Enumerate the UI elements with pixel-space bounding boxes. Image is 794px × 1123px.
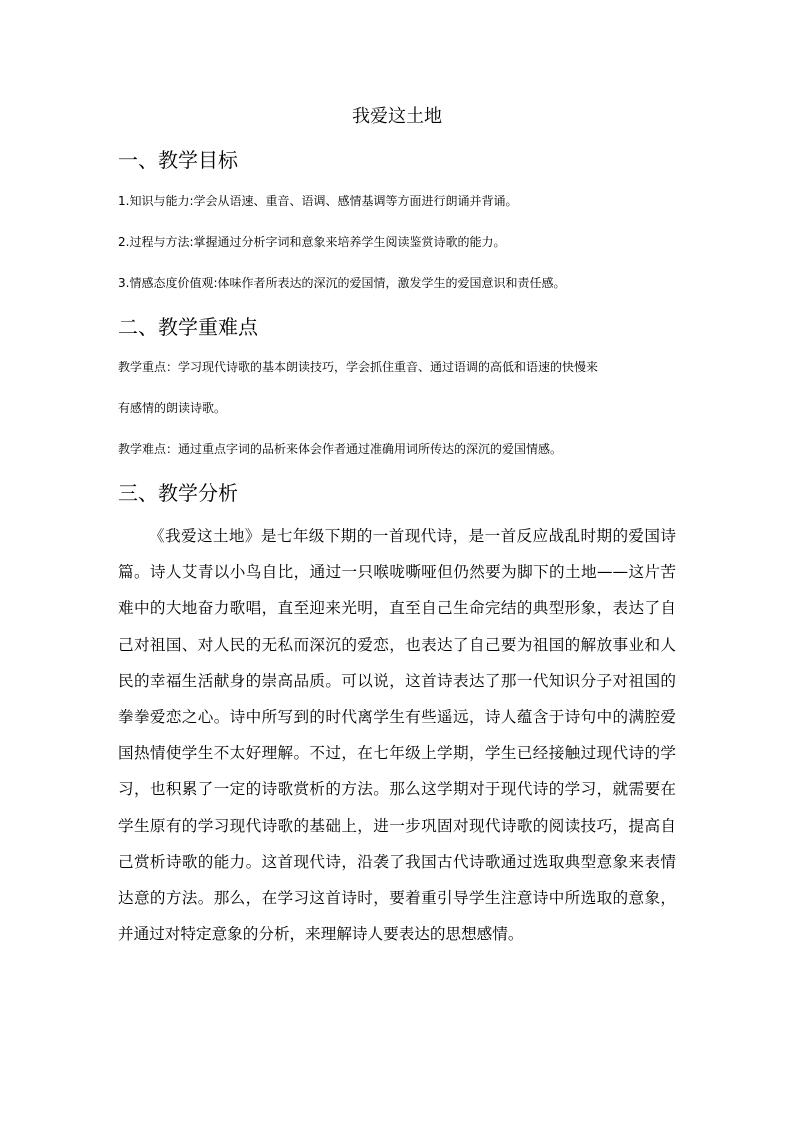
section-heading-analysis: 三、教学分析 xyxy=(118,481,238,505)
document-title: 我爱这土地 xyxy=(352,106,442,127)
difficulty-line: 教学难点：通过重点字词的品析来体会作者通过准确用词所传达的深沉的爱国情感。 xyxy=(118,442,563,456)
key-point-line-1: 教学重点：学习现代诗歌的基本朗读技巧，学会抓住重音、通过语调的高低和语速的快慢来 xyxy=(118,360,599,374)
goal-process: 2.过程与方法:掌握通过分析字词和意象来培养学生阅读鉴赏诗歌的能力。 xyxy=(118,235,506,249)
key-point-line-2: 有感情的朗读诗歌。 xyxy=(118,401,227,415)
section-heading-goals: 一、教学目标 xyxy=(118,148,238,172)
section-heading-key-points: 二、教学重难点 xyxy=(118,315,258,339)
goal-knowledge: 1.知识与能力:学会从语速、重音、语调、感情基调等方面进行朗诵并背诵。 xyxy=(118,194,518,208)
goal-emotion: 3.情感态度价值观:体味作者所表达的深沉的爱国情，激发学生的爱国意识和责任感。 xyxy=(118,276,566,290)
analysis-paragraph: 《我爱这土地》是七年级下期的一首现代诗，是一首反应战乱时期的爱国诗篇。诗人艾青以小鸟自比，通过一只喉咙嘶哑但仍然要为脚下的土地——这片苦难中的大地奋力歌唱，直至迎来光明，直至自己生命完结的典型形象，表达了自己对祖国、对人民的无私而深沉的爱恋，也表达了自己要为祖国的解放事业和人民的幸福生活献身的崇高品质。可以说，这首诗表达了那一代知识分子对祖国的拳拳爱恋之心。诗中所写到的时代离学生有些遥远，诗人蕴含于诗句中的满腔爱国热情使学生不太好理解。不过，在七年级上学期，学生已经接触过现代诗的学习，也积累了一定的诗歌赏析的方法。那么这学期对于现代诗的学习，就需要在学生原有的学习现代诗歌的基础上，进一步巩固对现代诗歌的阅读技巧，提高自己赏析诗歌的能力。这首现代诗，沿袭了我国古代诗歌通过选取典型意象来表情达意的方法。那么，在学习这首诗时，要着重引导学生注意诗中所选取的意象，并通过对特定意象的分析，来理解诗人要表达的思想感情。 xyxy=(118,527,676,944)
